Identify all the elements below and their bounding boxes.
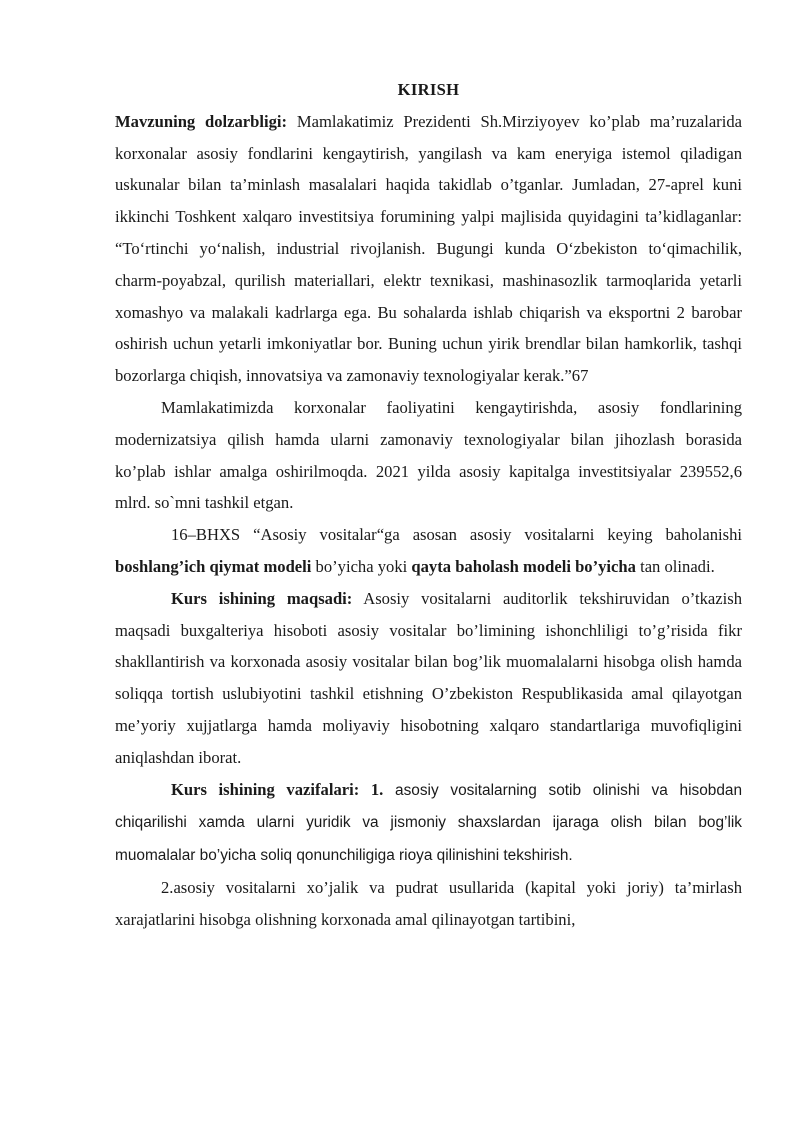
paragraph-standard [115, 519, 742, 583]
paragraph-task-2: 2.asosiy vositalarni xo’jalik va pudrat usullarida (kapital yoki joriy) ta’mirlash xarajatlarini hisobga olishning korxonada amal qilinayotgan tartibini, [115, 877, 742, 929]
goal-heading: Kurs ishining maqsadi: [171, 588, 353, 608]
paragraph-modernization: Mamlakatimizda korxonalar faoliyatini kengaytirishda, asosiy fondlarining modernizatsiya qilish hamda ularni zamonaviy texnologiyalar bilan jihozlash borasida ko’plab ishlar amalga oshirilmoqda. 2021 yilda asosiy kapitalga investitsiyalar 239552,6 mlrd. so`mni tashkil etgan. [115, 397, 742, 513]
paragraph-relevance [115, 106, 742, 392]
standard-text-1: 16–BHXS “Asosiy vositalar“ga asosan asosiy vositalarni keying baholanishi [171, 525, 742, 545]
standard-text-3: tan olinadi. [635, 556, 715, 576]
standard-text-2: bo’yicha yoki [311, 556, 412, 576]
section-title: KIRISH [397, 80, 460, 99]
relevance-text: Mamlakatimiz Prezidenti Sh.Mirziyoyev ko’plab ma’ruzalarida korxonalar asosiy fondlarini kengaytirish, yangilash va kam eneryiga istemol qiladigan uskunalar bilan ta’minlash masalalari haqida takidlab o’tganlar. Jumladan, 27-aprel kuni ikkinchi Toshkent xalqaro investitsiya forumining yalpi majlisida quyidagini ta’kidlaganlar: “To‘rtinchi yo‘nalish, industrial rivojlanish. Bugungi kunda O‘zbekiston to‘qimachilik, charm-poyabzal, qurilish materiallari, elektr texnikasi, mashinasozlik tarmoqlarida yetarli xomashyo va malakali kadrlarga ega. Bu sohalarda ishlab chiqarish va eksportni 2 barobar oshirish uchun yetarli imkoniyatlar bor. Buning uchun yirik brendlar bilan hamkorlik, tashqi bozorlarga chiqish, innovatsiya va zamonaviy texnologiyalar kerak.”67 [115, 111, 742, 386]
tasks-heading: Kurs ishining vazifalari: 1. [171, 779, 384, 799]
goal-text: Asosiy vositalarni auditorlik tekshiruvidan o’tkazish maqsadi buxgalteriya hisoboti asosiy vositalar bo’limining ishonchliligi to’g’risida fikr shakllantirish va korxonada asosiy vositalar bilan bog’lik muomalalarni hisobga olish hamda soliqqa tortish uslubiyotini tashkil etishning O’zbekiston Respublikasida amal qilayotgan me’yoriy xujjatlarga hamda moliyaviy hisobotning xalqaro standartlariga muvofiqligini aniqlashdan iborat. [115, 588, 742, 767]
relevance-heading: Mavzuning dolzarbligi: [115, 111, 288, 131]
paragraph-goal [115, 583, 742, 774]
standard-bold-2: qayta baholash modeli bo’yicha [411, 556, 636, 576]
tasks-text: asosiy vositalarning sotib olinishi va hisobdan chiqarilishi xamda ularni yuridik va jismoniy shaxslardan ijaraga olish bilan bog’lik muomalalar bo’yicha soliq qonunchiligiga rioya qilinishini tekshirish. [115, 781, 743, 865]
paragraph-tasks [115, 774, 742, 872]
standard-bold-1: boshlang’ich qiymat modeli [115, 556, 312, 576]
